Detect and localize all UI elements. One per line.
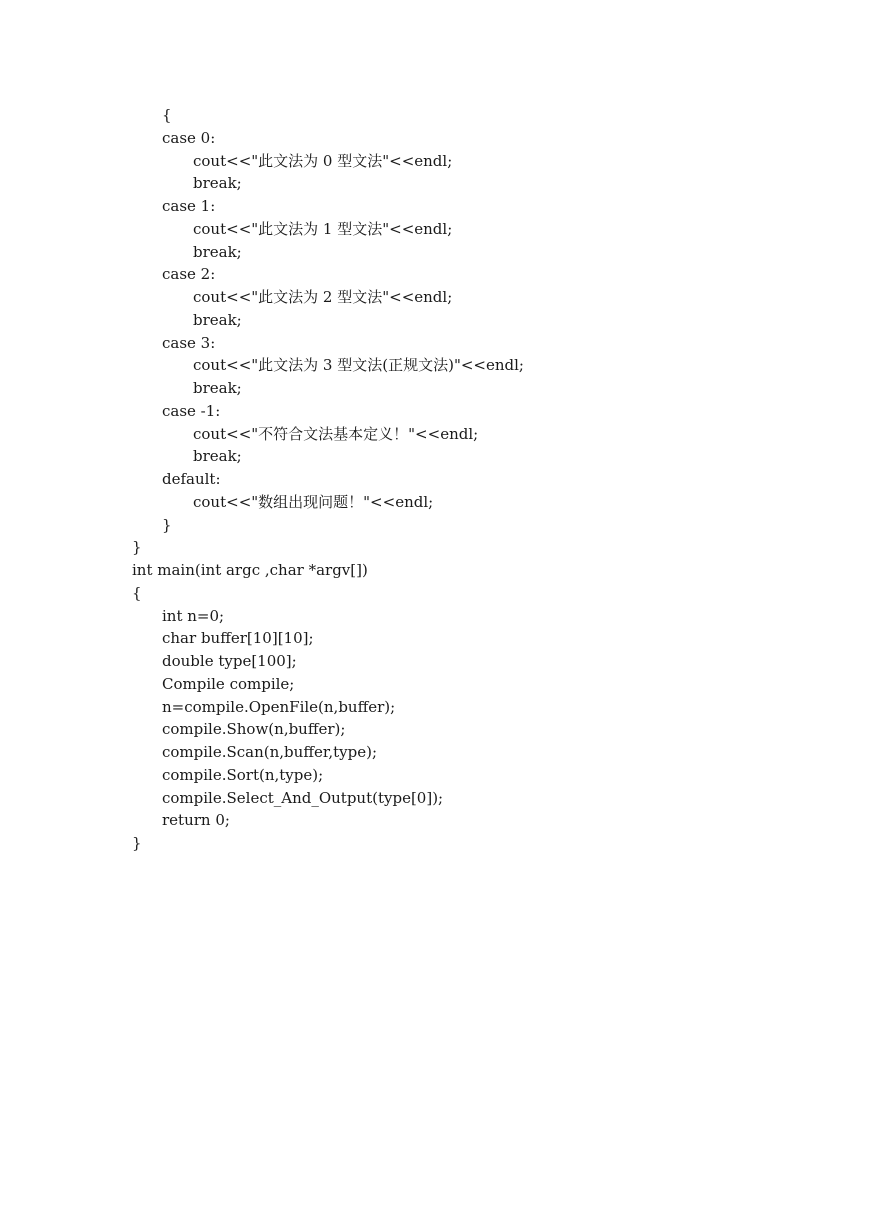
code-line [132, 263, 524, 286]
code-line [132, 514, 524, 537]
code-line-text: compile.Show(n,buffer); [162, 720, 346, 739]
code-line [132, 468, 524, 491]
code-line-text: compile.Sort(n,type); [162, 765, 324, 784]
code-line [132, 718, 524, 741]
code-line-text: cout<<"不符合文法基本定义！"<<endl; [193, 424, 479, 443]
code-line-text: cout<<"此文法为 0 型文法"<<endl; [193, 151, 453, 170]
code-line [132, 650, 524, 673]
code-line [132, 627, 524, 650]
code-line-text: int n=0; [162, 606, 225, 625]
code-line-text: cout<<"此文法为 2 型文法"<<endl; [193, 288, 453, 306]
code-line-text: compile.Scan(n,buffer,type); [162, 743, 378, 761]
code-line [132, 172, 524, 195]
code-line [132, 696, 524, 719]
code-listing [132, 104, 524, 855]
code-line-text: cout<<"此文法为 3 型文法(正规文法)"<<endl; [193, 356, 524, 375]
code-line [132, 423, 524, 446]
code-line-text: cout<<"数组出现问题！"<<endl; [193, 492, 434, 511]
code-line [132, 309, 524, 332]
code-line-text: break; [193, 447, 242, 466]
code-line [132, 377, 524, 400]
code-line-text: double type[100]; [162, 652, 297, 670]
code-line-text: } [132, 834, 142, 852]
code-line [132, 150, 524, 173]
code-line [132, 127, 524, 150]
code-line [132, 332, 524, 355]
code-line-text: int main(int argc ,char *argv[]) [132, 561, 368, 579]
code-line [132, 673, 524, 696]
code-line [132, 582, 524, 605]
code-line [132, 241, 524, 264]
code-line [132, 400, 524, 423]
code-line-text: { [162, 106, 172, 124]
code-line-text: char buffer[10][10]; [162, 629, 314, 648]
code-line [132, 195, 524, 218]
code-line-text: case -1: [162, 401, 221, 420]
code-line-text: break; [193, 242, 242, 261]
code-line [132, 605, 524, 628]
code-line-text: default: [162, 470, 221, 488]
code-line [132, 491, 524, 514]
code-line [132, 809, 524, 832]
code-line-text: Compile compile; [162, 674, 295, 693]
code-line-text: case 1: [162, 197, 216, 215]
code-line-text: cout<<"此文法为 1 型文法"<<endl; [193, 219, 453, 238]
code-line-text: return 0; [162, 811, 230, 830]
code-line-text: break; [193, 379, 242, 397]
code-line [132, 741, 524, 764]
code-line-text: case 0: [162, 128, 216, 147]
code-line [132, 559, 524, 582]
code-line [132, 787, 524, 810]
code-line [132, 832, 524, 855]
code-line-text: { [132, 583, 142, 602]
code-line-text: } [132, 538, 142, 557]
code-line [132, 536, 524, 559]
code-line [132, 445, 524, 468]
code-line [132, 218, 524, 241]
code-line [132, 354, 524, 377]
code-line-text: break; [193, 174, 242, 193]
code-line [132, 764, 524, 787]
code-line-text: } [162, 515, 172, 534]
code-line-text: compile.Select_And_Output(type[0]); [162, 788, 444, 807]
code-line-text: case 2: [162, 265, 216, 284]
code-line-text: n=compile.OpenFile(n,buffer); [162, 697, 396, 716]
code-line [132, 286, 524, 309]
code-line-text: case 3: [162, 333, 216, 352]
code-line-text: break; [193, 310, 242, 329]
code-line [132, 104, 524, 127]
